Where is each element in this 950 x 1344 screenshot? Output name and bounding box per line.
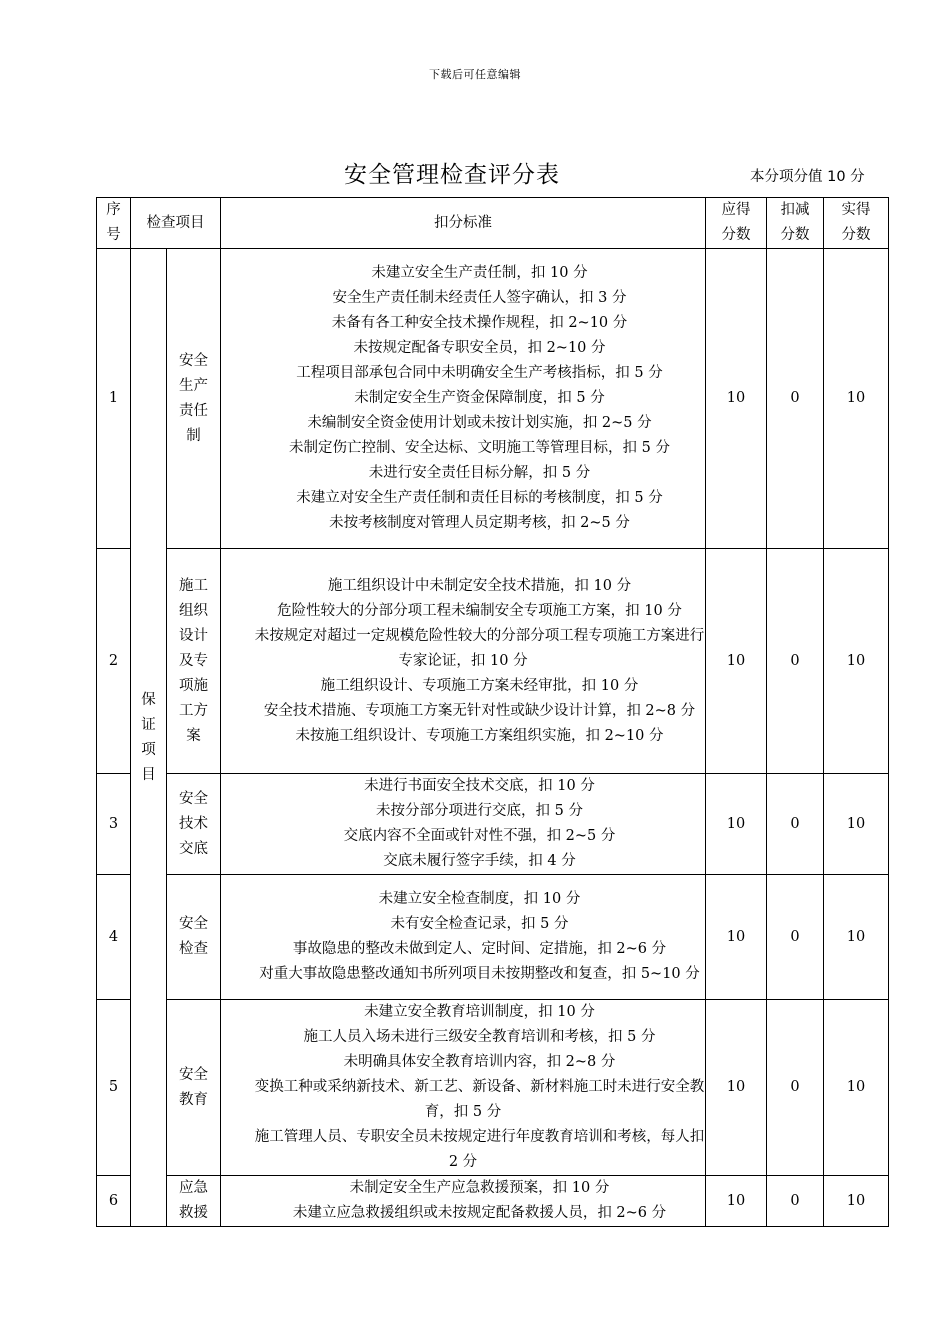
standard-line: 变换工种或采纳新技术、新工艺、新设备、新材料施工时未进行安全教育，扣 5 分 xyxy=(254,1079,705,1120)
row-should-score: 10 xyxy=(706,249,767,549)
standard-line: 未建立对安全生产责任制和责任目标的考核制度，扣 5 分 xyxy=(296,490,663,506)
row-standards xyxy=(221,774,706,875)
row-actual-score: 10 xyxy=(824,1000,889,1176)
row-actual-score: 10 xyxy=(824,249,889,549)
standard-line: 未按考核制度对管理人员定期考核，扣 2~5 分 xyxy=(329,515,630,531)
standard-line: 未有安全检查记录，扣 5 分 xyxy=(390,916,569,932)
standard-line: 未建立安全检查制度，扣 10 分 xyxy=(378,891,581,907)
row-item: 安全 技术 交底 xyxy=(167,774,221,875)
row-standards xyxy=(221,549,706,774)
standard-line: 施工组织设计中未制定安全技术措施，扣 10 分 xyxy=(327,577,632,594)
row-item: 安全 生产 责任 制 xyxy=(167,249,221,549)
row-standards xyxy=(221,875,706,1000)
row-should-score: 10 xyxy=(706,774,767,875)
table-row xyxy=(97,875,889,1000)
standard-line: 事故隐患的整改未做到定人、定时间、定措施，扣 2~6 分 xyxy=(292,941,667,957)
standard-line: 对重大事故隐患整改通知书所列项目未按期整改和复查，扣 5~10 分 xyxy=(259,966,700,982)
header-note: 下载后可任意编辑 xyxy=(429,68,521,81)
table-row xyxy=(97,249,889,549)
row-seq: 3 xyxy=(97,774,131,875)
row-should-score: 10 xyxy=(706,1000,767,1176)
row-actual-score: 10 xyxy=(824,549,889,774)
standard-line: 未建立安全教育培训制度，扣 10 分 xyxy=(364,1004,595,1020)
score-note: 本分项分值 10 分 xyxy=(750,169,865,185)
header-row xyxy=(97,198,889,249)
table-row xyxy=(97,774,889,875)
row-standards xyxy=(221,1176,706,1227)
standard-line: 危险性较大的分部分项工程未编制安全专项施工方案，扣 10 分 xyxy=(277,602,682,619)
standard-line: 安全技术措施、专项施工方案无针对性或缺少设计计算，扣 2~8 分 xyxy=(263,702,696,719)
standard-line: 未制定安全生产应急救援预案，扣 10 分 xyxy=(349,1180,610,1196)
standard-line: 未按规定配备专职安全员，扣 2~10 分 xyxy=(353,340,606,356)
standard-line: 未按施工组织设计、专项施工方案组织实施，扣 2~10 分 xyxy=(295,727,664,744)
row-item: 应急 救援 xyxy=(167,1176,221,1227)
row-actual-score: 10 xyxy=(824,1176,889,1227)
standard-line: 未建立应急救援组织或未按规定配备救援人员，扣 2~6 分 xyxy=(292,1205,667,1221)
row-should-score: 10 xyxy=(706,1176,767,1227)
header-actual-score: 实得 分数 xyxy=(824,198,889,249)
header-should-score: 应得 分数 xyxy=(706,198,767,249)
row-should-score: 10 xyxy=(706,549,767,774)
row-deduct-score: 0 xyxy=(767,1000,824,1176)
standard-line: 安全生产责任制未经责任人签字确认，扣 3 分 xyxy=(332,290,627,306)
row-standards xyxy=(221,1000,706,1176)
standard-line: 未进行安全责任目标分解，扣 5 分 xyxy=(368,465,591,481)
row-actual-score: 10 xyxy=(824,774,889,875)
standard-line: 施工管理人员、专职安全员未按规定进行年度教育培训和考核，每人扣 2 分 xyxy=(254,1129,705,1170)
table-row xyxy=(97,1176,889,1227)
standard-line: 未明确具体安全教育培训内容，扣 2~8 分 xyxy=(343,1054,616,1070)
row-actual-score: 10 xyxy=(824,875,889,1000)
header-seq: 序 号 xyxy=(97,198,131,249)
score-table xyxy=(96,197,889,1227)
standard-line: 施工人员入场未进行三级安全教育培训和考核，扣 5 分 xyxy=(303,1029,656,1045)
row-standards xyxy=(221,249,706,549)
table-row xyxy=(97,1000,889,1176)
standard-line: 未编制安全资金使用计划或未按计划实施，扣 2~5 分 xyxy=(307,415,652,431)
header-standard: 扣分标准 xyxy=(221,198,706,249)
standard-line: 未建立安全生产责任制，扣 10 分 xyxy=(371,265,588,281)
row-deduct-score: 0 xyxy=(767,875,824,1000)
row-deduct-score: 0 xyxy=(767,249,824,549)
standard-line: 未进行书面安全技术交底，扣 10 分 xyxy=(364,778,595,794)
standard-line: 施工组织设计、专项施工方案未经审批，扣 10 分 xyxy=(320,677,639,694)
row-seq: 4 xyxy=(97,875,131,1000)
row-item: 安全 教育 xyxy=(167,1000,221,1176)
row-seq: 2 xyxy=(97,549,131,774)
standard-line: 未按规定对超过一定规模危险性较大的分部分项工程专项施工方案进行专家论证，扣 10 分 xyxy=(254,627,705,669)
category-cell: 保 证 项 目 xyxy=(131,249,167,1227)
standard-line: 未按分部分项进行交底，扣 5 分 xyxy=(376,803,583,819)
row-should-score: 10 xyxy=(706,875,767,1000)
standard-line: 未制定安全生产资金保障制度，扣 5 分 xyxy=(354,390,605,406)
row-seq: 1 xyxy=(97,249,131,549)
standard-line: 交底内容不全面或针对性不强，扣 2~5 分 xyxy=(343,828,616,844)
standard-line: 交底未履行签字手续，扣 4 分 xyxy=(383,853,576,869)
row-item: 施工 组织 设计 及专 项施 工方 案 xyxy=(167,549,221,774)
standard-line: 未制定伤亡控制、安全达标、文明施工等管理目标，扣 5 分 xyxy=(289,440,670,456)
standard-line: 未备有各工种安全技术操作规程，扣 2~10 分 xyxy=(331,315,628,331)
standard-line: 工程项目部承包合同中未明确安全生产考核指标，扣 5 分 xyxy=(296,365,663,381)
row-deduct-score: 0 xyxy=(767,549,824,774)
row-deduct-score: 0 xyxy=(767,1176,824,1227)
header-check-item: 检查项目 xyxy=(131,198,221,249)
header-deduct-score: 扣减 分数 xyxy=(767,198,824,249)
page-title: 安全管理检查评分表 xyxy=(344,162,560,188)
row-seq: 6 xyxy=(97,1176,131,1227)
row-deduct-score: 0 xyxy=(767,774,824,875)
table-row xyxy=(97,549,889,774)
row-item: 安全 检查 xyxy=(167,875,221,1000)
row-seq: 5 xyxy=(97,1000,131,1176)
